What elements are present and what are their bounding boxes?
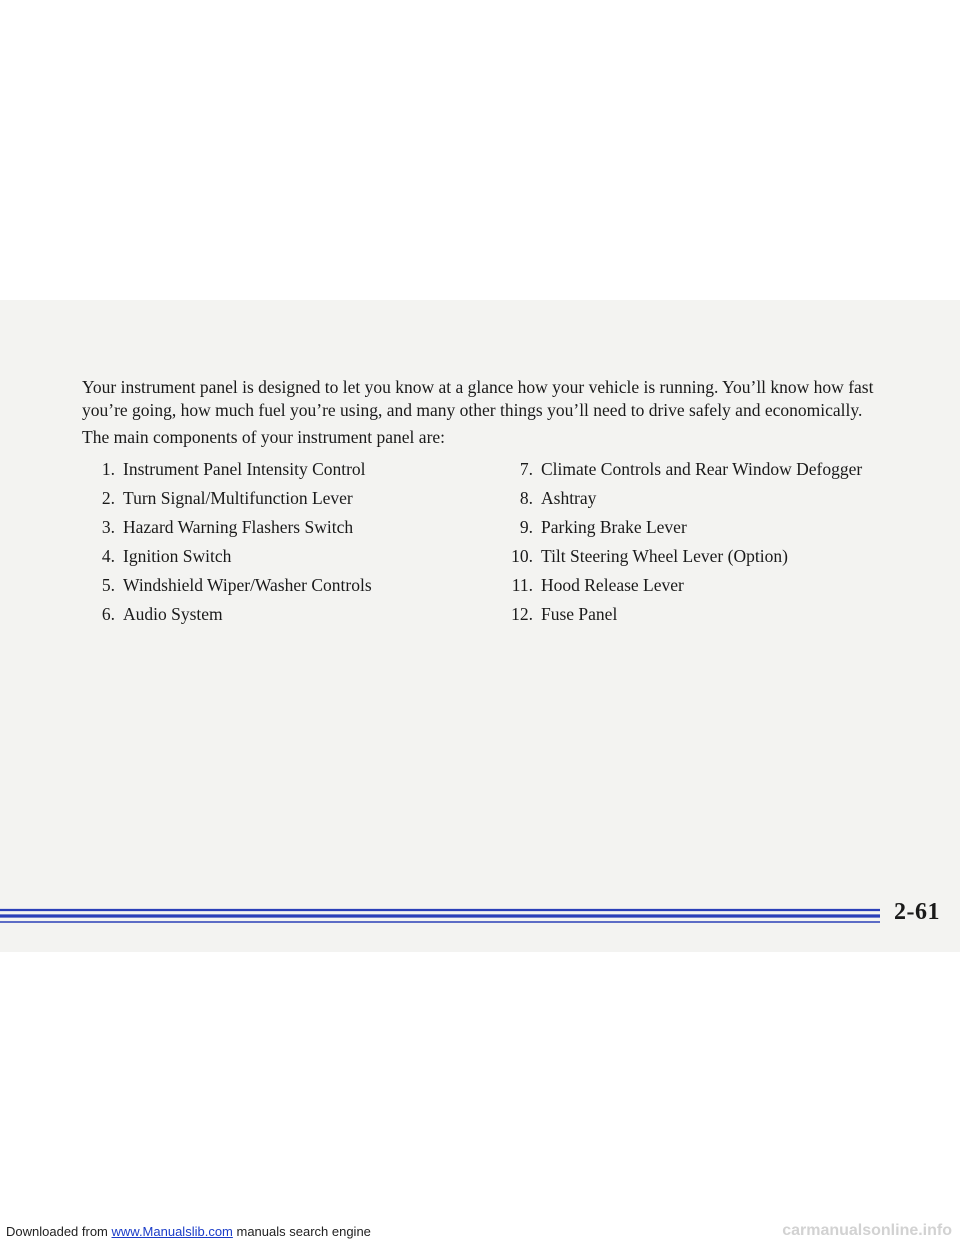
footer-prefix: Downloaded from bbox=[6, 1224, 112, 1239]
list-item bbox=[500, 484, 920, 513]
list-item bbox=[500, 571, 920, 600]
item-number: 6. bbox=[101, 604, 115, 624]
components-lead: The main components of your instrument panel are: bbox=[82, 427, 446, 447]
list-item bbox=[500, 513, 920, 542]
footer-suffix: manuals search engine bbox=[232, 1224, 371, 1239]
item-number: 4. bbox=[101, 546, 115, 566]
list-item bbox=[82, 513, 462, 542]
item-number: 3. bbox=[101, 517, 115, 537]
item-label: Instrument Panel Intensity Control bbox=[123, 459, 366, 479]
item-label: Windshield Wiper/Washer Controls bbox=[123, 575, 372, 595]
item-number: 5. bbox=[101, 575, 115, 595]
components-list-left bbox=[82, 455, 462, 629]
item-number: 10. bbox=[511, 546, 533, 566]
item-number: 12. bbox=[511, 604, 533, 624]
list-item bbox=[500, 455, 920, 484]
download-footer bbox=[6, 1224, 371, 1239]
list-item bbox=[82, 484, 462, 513]
footer-rule-lines bbox=[0, 903, 890, 929]
footer-rule bbox=[0, 903, 890, 929]
item-label: Turn Signal/Multifunction Lever bbox=[123, 488, 353, 508]
list-item bbox=[500, 542, 920, 571]
list-item bbox=[82, 542, 462, 571]
watermark: carmanualsonline.info bbox=[782, 1222, 952, 1239]
item-label: Audio System bbox=[123, 604, 223, 624]
list-item bbox=[82, 571, 462, 600]
item-number: 9. bbox=[519, 517, 533, 537]
item-label: Climate Controls and Rear Window Defogger bbox=[541, 459, 863, 479]
top-margin bbox=[0, 0, 960, 300]
item-label: Fuse Panel bbox=[541, 604, 618, 624]
item-number: 7. bbox=[519, 459, 533, 479]
bottom-margin bbox=[0, 952, 960, 1242]
intro-paragraph: Your instrument panel is designed to let you know at a glance how your vehicle is running. You’ll know how fast you’re going, how much fuel you’re using, and many other things you’ll need to drive safely and economically. bbox=[82, 377, 874, 420]
item-label: Ashtray bbox=[541, 488, 597, 508]
manualslib-link[interactable]: www.Manualslib.com bbox=[111, 1224, 233, 1239]
components-list-right bbox=[500, 455, 920, 629]
item-number: 11. bbox=[511, 575, 533, 595]
item-label: Parking Brake Lever bbox=[541, 517, 687, 537]
item-label: Hazard Warning Flashers Switch bbox=[123, 517, 354, 537]
item-label: Tilt Steering Wheel Lever (Option) bbox=[541, 546, 788, 566]
item-label: Ignition Switch bbox=[123, 546, 232, 566]
list-item bbox=[500, 600, 920, 629]
item-number: 1. bbox=[101, 459, 115, 479]
item-label: Hood Release Lever bbox=[541, 575, 684, 595]
item-number: 8. bbox=[519, 488, 533, 508]
item-number: 2. bbox=[101, 488, 115, 508]
list-item bbox=[82, 455, 462, 484]
page-number: 2-61 bbox=[894, 899, 940, 925]
list-item bbox=[82, 600, 462, 629]
